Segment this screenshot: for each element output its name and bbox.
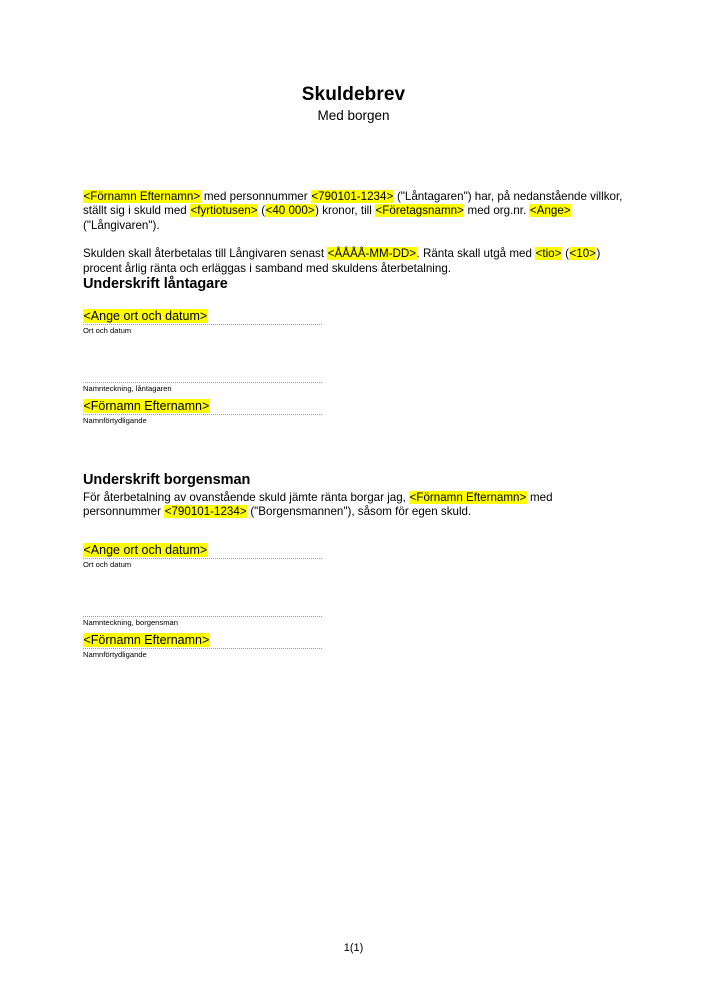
guarantor-signature-block <box>83 616 623 628</box>
page-footer <box>0 941 707 955</box>
highlighted-placeholder[interactable]: <Företagsnamn> <box>375 204 464 218</box>
title-block <box>0 84 707 124</box>
guarantor-place-date-highlight[interactable]: <Ange ort och datum> <box>83 542 208 557</box>
page-number: 1(1) <box>343 942 364 954</box>
guarantor-signature-rule <box>83 616 322 617</box>
guarantor-signature-caption: Namnteckning, borgensman <box>83 617 178 627</box>
guarantor-place-date-caption: Ort och datum <box>83 559 132 569</box>
highlighted-placeholder[interactable]: <Ange> <box>529 204 571 218</box>
borrower-name-block <box>83 399 623 426</box>
borrower-signature-rule <box>83 382 322 383</box>
page-subtitle: Med borgen <box>317 108 390 123</box>
borrower-name-highlight[interactable]: <Förnamn Efternamn> <box>83 399 210 414</box>
highlighted-placeholder[interactable]: <ÅÅÅÅ-MM-DD> <box>327 247 417 261</box>
borrower-name-rule <box>83 414 322 415</box>
guarantor-name-value <box>83 633 623 648</box>
document-body <box>83 190 623 660</box>
guarantor-name-block <box>83 633 623 660</box>
borrower-signature-caption: Namnteckning, låntagaren <box>83 384 172 394</box>
guarantor-signature-space <box>83 570 623 616</box>
heading-borrower-signature: Underskrift låntagare <box>83 276 228 293</box>
page-title: Skuldebrev <box>301 84 406 105</box>
borrower-place-date-value <box>83 309 623 324</box>
borrower-name-caption: Namnförtydligande <box>83 416 147 426</box>
borrower-place-date-rule <box>83 324 322 325</box>
heading-guarantor-signature: Underskrift borgensman <box>83 472 251 489</box>
highlighted-placeholder[interactable]: <40 000> <box>265 204 315 218</box>
borrower-place-date-highlight[interactable]: <Ange ort och datum> <box>83 309 208 324</box>
borrower-signature-block <box>83 382 623 394</box>
guarantor-place-date-rule <box>83 558 322 559</box>
borrower-place-date-caption: Ort och datum <box>83 326 132 336</box>
highlighted-placeholder[interactable]: <Förnamn Efternamn> <box>83 190 201 203</box>
highlighted-placeholder[interactable]: <fyrtiotusen> <box>190 204 258 218</box>
guarantor-place-date-block <box>83 543 623 570</box>
highlighted-placeholder[interactable]: <10> <box>569 247 596 261</box>
guarantor-name-caption: Namnförtydligande <box>83 649 147 659</box>
highlighted-placeholder[interactable]: <tio> <box>535 247 562 261</box>
guarantor-place-date-value <box>83 543 623 558</box>
paragraph-debt-terms: <Förnamn Efternamn> med personnummer <790101-1234> ("Låntagaren") har, på nedanstående villkor, ställt sig i skuld med <fyrtiotusen> (<40 000>) kronor, till <Företagsnamn> med org.nr. <Ange> ("Långivaren"). <box>83 190 623 232</box>
highlighted-placeholder[interactable]: <790101-1234> <box>164 505 247 519</box>
borrower-name-value <box>83 399 623 414</box>
borrower-place-date-block <box>83 309 623 336</box>
guarantor-name-highlight[interactable]: <Förnamn Efternamn> <box>83 632 210 647</box>
paragraph-repayment-terms: Skulden skall återbetalas till Långivaren senast <ÅÅÅÅ-MM-DD>. Ränta skall utgå med <tio> (<10>) procent årlig ränta och erläggas i samband med skuldens återbetalning. <box>83 247 601 275</box>
paragraph-guarantor-declaration: För återbetalning av ovanstående skuld jämte ränta borgar jag, <Förnamn Efternamn> med personnummer <790101-1234> ("Borgensmannen"), såsom för egen skuld. <box>83 491 553 519</box>
borrower-signature-space <box>83 336 623 382</box>
guarantor-name-rule <box>83 648 322 649</box>
highlighted-placeholder[interactable]: <790101-1234> <box>311 190 394 203</box>
highlighted-placeholder[interactable]: <Förnamn Efternamn> <box>409 491 527 505</box>
